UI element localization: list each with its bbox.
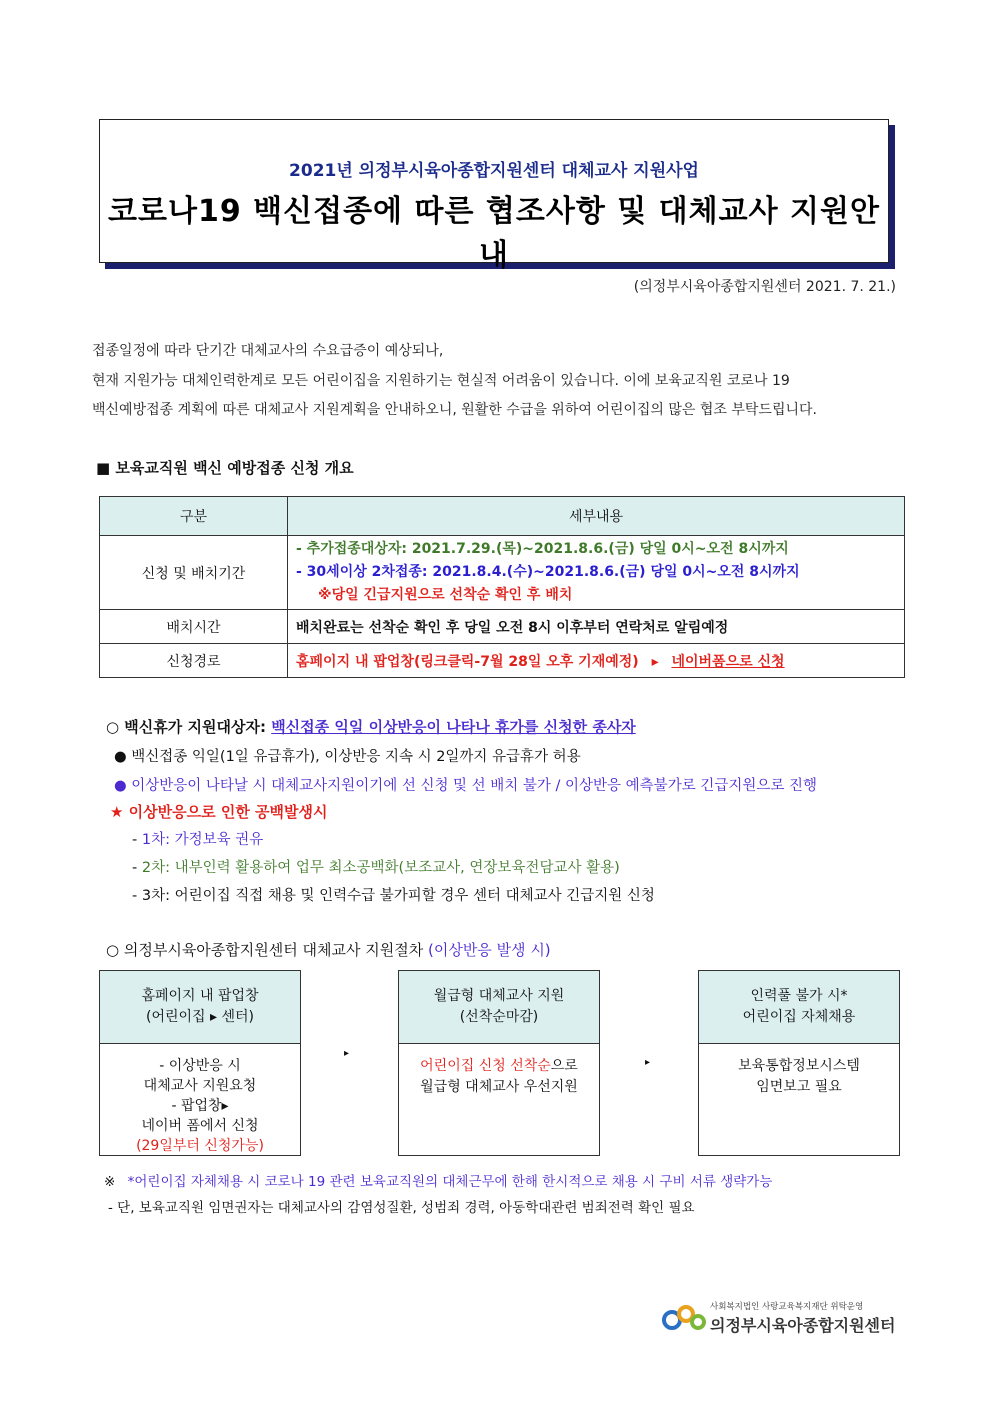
footnote-1 <box>104 1170 772 1190</box>
document-title: 코로나19 백신접종에 따른 협조사항 및 대체교사 지원안내 <box>108 194 880 273</box>
arrow-icon: ▸ <box>651 653 659 670</box>
flow-arrow-icon: ▸ <box>645 1057 651 1068</box>
column-header: 세부내용 <box>288 497 905 536</box>
logo-operator-text: 사회복지법인 사랑교육복지재단 위탁운영 <box>710 1302 864 1312</box>
step-2 <box>132 856 620 877</box>
flow-body-line: 임면보고 필요 <box>756 1079 842 1095</box>
intro-line-1: 접종일정에 따라 단기간 대체교사의 수요급증이 예상되나, <box>92 343 444 359</box>
bullet-no-pre-apply: ● 이상반응이 나타날 시 대체교사지원이기에 선 신청 및 선 배치 불가 / 이상반응 예측불가로 긴급지원으로 진행 <box>114 778 817 794</box>
flow-body-line: 네이버 폼에서 신청 <box>141 1118 259 1134</box>
issue-date: (의정부시육아종합지원센터 2021. 7. 21.) <box>633 279 896 295</box>
flow-step-body <box>100 1044 300 1156</box>
application-route-text: 홈페이지 내 팝업창(링크클릭-7월 28일 오후 기재예정) <box>296 653 639 670</box>
flow-step-body <box>699 1044 899 1098</box>
flow-step-1 <box>99 970 301 1156</box>
section-heading-procedure <box>106 939 551 960</box>
flow-body-line: 월급형 대체교사 우선지원 <box>420 1079 578 1095</box>
table-row <box>100 610 905 644</box>
flow-body-note: (29일부터 신청가능) <box>136 1138 264 1154</box>
logo-mark-icon <box>662 1302 706 1334</box>
flow-body-line: - 이상반응 시 <box>159 1058 241 1074</box>
step-text: 3차: 어린이집 직접 채용 및 인력수급 불가피할 경우 센터 대체교사 긴급지원 신청 <box>141 888 655 904</box>
flow-body-rest: 으로 <box>550 1058 578 1074</box>
flow-body-line: - 팝업창▸ <box>171 1098 229 1114</box>
naver-form-link[interactable]: 네이버폼으로 신청 <box>671 653 785 670</box>
footnote-text: *어린이집 자체채용 시 코로나 19 관련 보육교직원의 대체근무에 한해 한시적으로 채용 시 구비 서류 생략가능 <box>127 1174 773 1190</box>
logo-name: 의정부시육아종합지원센터 <box>710 1316 896 1335</box>
row-label: 신청 및 배치기간 <box>100 536 288 610</box>
flow-head-line: 인력풀 불가 시* <box>750 988 848 1004</box>
flow-head-line: 어린이집 자체채용 <box>742 1009 856 1025</box>
flow-arrow-icon: ▸ <box>344 1048 350 1059</box>
flow-step-3 <box>698 970 900 1156</box>
schedule-line-2: - 30세이상 2차접종: 2021.8.4.(수)~2021.8.6.(금) 당일 0시~오전 8시까지 <box>296 564 800 580</box>
overview-table <box>99 496 905 678</box>
vacancy-heading: ★ 이상반응으로 인한 공백발생시 <box>110 803 328 821</box>
footnote-2: - 단, 보육교직원 임면권자는 대체교사의 감염성질환, 성범죄 경력, 아동학대관련 범죄전력 확인 필요 <box>108 1200 695 1216</box>
procedure-heading-note: (이상반응 발생 시) <box>427 941 551 959</box>
step-dash: - <box>132 832 142 848</box>
bullet-paid-leave: ● 백신접종 익일(1일 유급휴가), 이상반응 지속 시 2일까지 유급휴가 허용 <box>114 749 581 765</box>
table-row <box>100 644 905 678</box>
column-header: 구분 <box>100 497 288 536</box>
flow-body-line <box>399 1056 599 1077</box>
center-logo <box>662 1300 902 1336</box>
row-label: 배치시간 <box>100 610 288 644</box>
schedule-note: ※당일 긴급지원으로 선착순 확인 후 배치 <box>318 587 573 603</box>
row-content <box>288 536 905 610</box>
step-1 <box>132 828 263 849</box>
flow-step-header <box>699 971 899 1044</box>
schedule-line-1: - 추가접종대상자: 2021.7.29.(목)~2021.8.6.(금) 당일 0시~오전 8시까지 <box>296 541 789 557</box>
flow-step-header <box>399 971 599 1044</box>
flow-body-line: 보육통합정보시스템 <box>738 1058 860 1074</box>
flow-head-line: (선착순마감) <box>459 1009 539 1025</box>
title-box <box>99 119 889 273</box>
row-content <box>288 644 905 678</box>
vacation-target: 백신접종 익일 이상반응이 나타나 휴가를 신청한 종사자 <box>271 718 636 736</box>
procedure-heading: ○ 의정부시육아종합지원센터 대체교사 지원절차 <box>106 941 424 959</box>
row-label: 신청경로 <box>100 644 288 678</box>
step-dash: - <box>132 860 142 876</box>
flow-body-highlight: 어린이집 신청 선착순 <box>420 1058 551 1074</box>
flow-step-header <box>100 971 300 1044</box>
flow-head-line: 홈페이지 내 팝업창 <box>141 988 259 1004</box>
step-text: 2차: 내부인력 활용하여 업무 최소공백화(보조교사, 연장보육전담교사 활용) <box>141 860 620 876</box>
flow-head-line: (어린이집 ▸ 센터) <box>146 1009 254 1025</box>
flow-step-2 <box>398 970 600 1156</box>
intro-line-2: 현재 지원가능 대체인력한계로 모든 어린이집을 지원하기는 현실적 어려움이 있습니다. 이에 보육교직원 코로나 19 <box>92 373 790 389</box>
section-heading-vacation <box>106 716 636 737</box>
step-text: 1차: 가정보육 권유 <box>141 832 264 848</box>
table-row <box>100 536 905 610</box>
flow-body-line: 대체교사 지원요청 <box>143 1078 257 1094</box>
flow-step-body <box>399 1044 599 1098</box>
row-content: 배치완료는 선착순 확인 후 당일 오전 8시 이후부터 연락처로 알림예정 <box>288 610 905 644</box>
document-subtitle: 2021년 의정부시육아종합지원센터 대체교사 지원사업 <box>289 161 699 181</box>
footnote-mark: ※ <box>104 1174 116 1190</box>
intro-line-3: 백신예방접종 계획에 따른 대체교사 지원계획을 안내하오니, 원활한 수급을 위하여 어린이집의 많은 협조 부탁드립니다. <box>92 402 817 418</box>
vacation-heading-label: ○ 백신휴가 지원대상자: <box>106 718 266 736</box>
table-header-row <box>100 497 905 536</box>
section-heading-overview: ■ 보육교직원 백신 예방접종 신청 개요 <box>96 459 354 477</box>
flow-head-line: 월급형 대체교사 지원 <box>433 988 565 1004</box>
step-3 <box>132 884 655 905</box>
step-dash: - <box>132 888 142 904</box>
